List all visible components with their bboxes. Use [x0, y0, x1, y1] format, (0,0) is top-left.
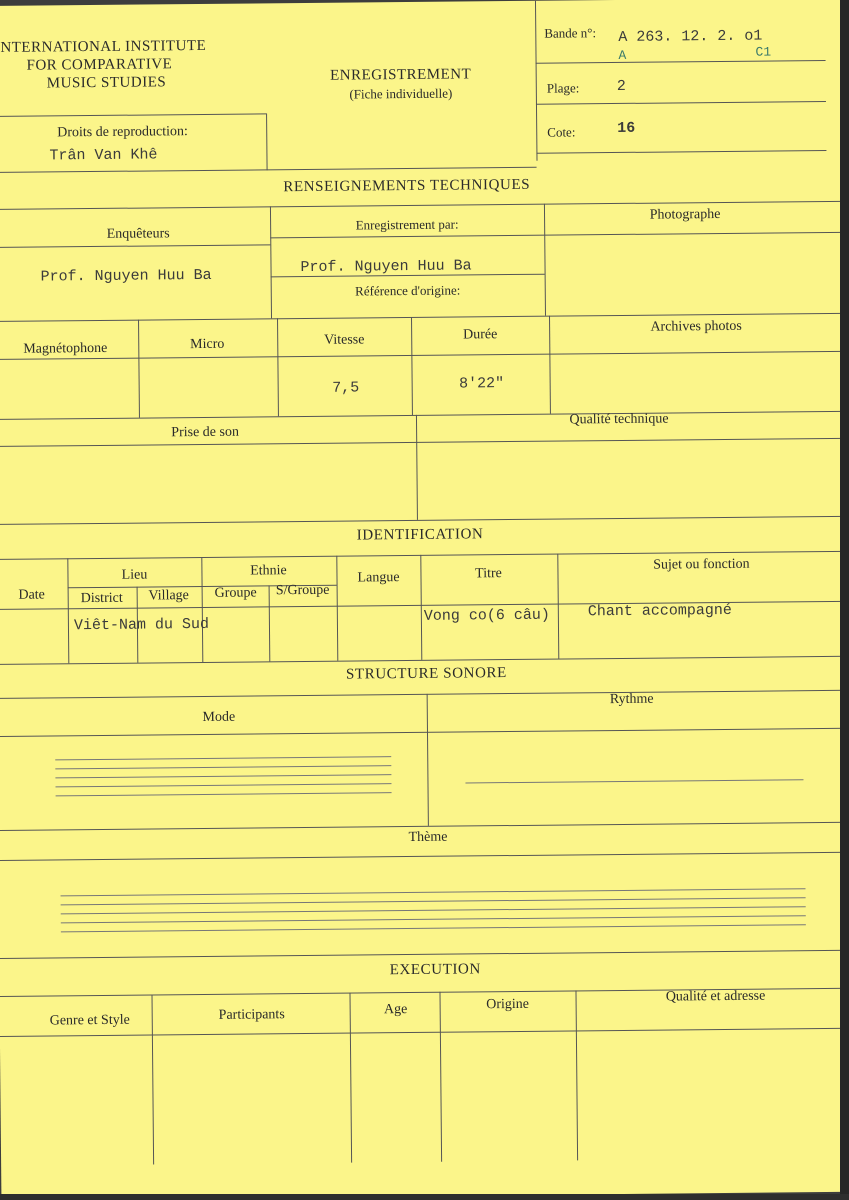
- cote-value: 16: [617, 119, 636, 137]
- genre-label: Genre et Style: [49, 1012, 130, 1029]
- origine-label: Origine: [486, 996, 530, 1013]
- institute-line1: NTERNATIONAL INSTITUTE: [0, 37, 207, 56]
- rythme-label: Rythme: [609, 691, 654, 708]
- identification-title: IDENTIFICATION: [356, 526, 484, 544]
- execution-title: EXECUTION: [389, 961, 481, 979]
- qualite-adresse-label: Qualité et adresse: [665, 988, 766, 1005]
- date-label: Date: [18, 587, 45, 603]
- bande-label: Bande n°:: [544, 25, 597, 41]
- lieu-label: Lieu: [121, 567, 148, 583]
- titre-label: Titre: [475, 566, 502, 582]
- enregistrement-label: Enregistrement par:: [355, 216, 459, 233]
- reference-label: Référence d'origine:: [355, 282, 461, 299]
- district-label: District: [80, 590, 123, 607]
- prise-label: Prise de son: [171, 424, 240, 441]
- scan-edge: [840, 0, 849, 1200]
- theme-staff: [0, 0, 840, 6]
- enqueteurs-value: Prof. Nguyen Huu Ba: [40, 266, 212, 286]
- sgroupe-label: S/Groupe: [275, 582, 330, 599]
- mode-staff: [0, 0, 840, 6]
- form-subtitle: (Fiche individuelle): [349, 85, 453, 102]
- duree-label: Durée: [463, 327, 498, 343]
- photographe-label: Photographe: [649, 206, 721, 223]
- scan-bottom-edge: [0, 1194, 849, 1200]
- magnetophone-label: Magnétophone: [23, 340, 108, 357]
- archives-label: Archives photos: [650, 318, 742, 335]
- rythme-line: [465, 779, 803, 783]
- village-label: Village: [148, 588, 189, 604]
- qualite-technique-label: Qualité technique: [569, 411, 669, 428]
- droits-value: Trân Van Khê: [49, 146, 158, 165]
- vitesse-label: Vitesse: [323, 332, 365, 348]
- groupe-label: Groupe: [214, 585, 257, 601]
- cote-label: Cote:: [547, 124, 576, 140]
- bande-note: A: [618, 47, 627, 63]
- institute-line3: MUSIC STUDIES: [46, 74, 167, 92]
- age-label: Age: [383, 1002, 408, 1018]
- institute-line2: FOR COMPARATIVE: [26, 56, 173, 74]
- droits-label: Droits de reproduction:: [57, 124, 188, 141]
- titre-value: Vong co(6 câu): [423, 606, 550, 625]
- langue-label: Langue: [357, 570, 400, 586]
- enqueteurs-label: Enquêteurs: [106, 226, 170, 242]
- mode-label: Mode: [202, 709, 236, 725]
- ethnie-label: Ethnie: [250, 563, 287, 579]
- sujet-value: Chant accompagné: [587, 601, 732, 621]
- theme-label: Thème: [408, 829, 448, 846]
- vitesse-value: 7,5: [332, 379, 360, 397]
- form-title: ENREGISTREMENT: [330, 66, 472, 84]
- plage-label: Plage:: [546, 80, 580, 96]
- renseignements-title: RENSEIGNEMENTS TECHNIQUES: [283, 176, 531, 196]
- sujet-label: Sujet ou fonction: [653, 556, 750, 573]
- structure-title: STRUCTURE SONORE: [345, 665, 507, 683]
- lieu-value: Viêt-Nam du Sud: [73, 615, 210, 635]
- micro-label: Micro: [190, 336, 225, 353]
- bande-value: A 263. 12. 2. o1: [618, 27, 763, 46]
- participants-label: Participants: [218, 1007, 285, 1023]
- enregistrement-value: Prof. Nguyen Huu Ba: [300, 257, 472, 277]
- plage-value: 2: [616, 77, 626, 95]
- duree-value: 8'22": [459, 375, 505, 393]
- bande-note2: C1: [755, 44, 772, 60]
